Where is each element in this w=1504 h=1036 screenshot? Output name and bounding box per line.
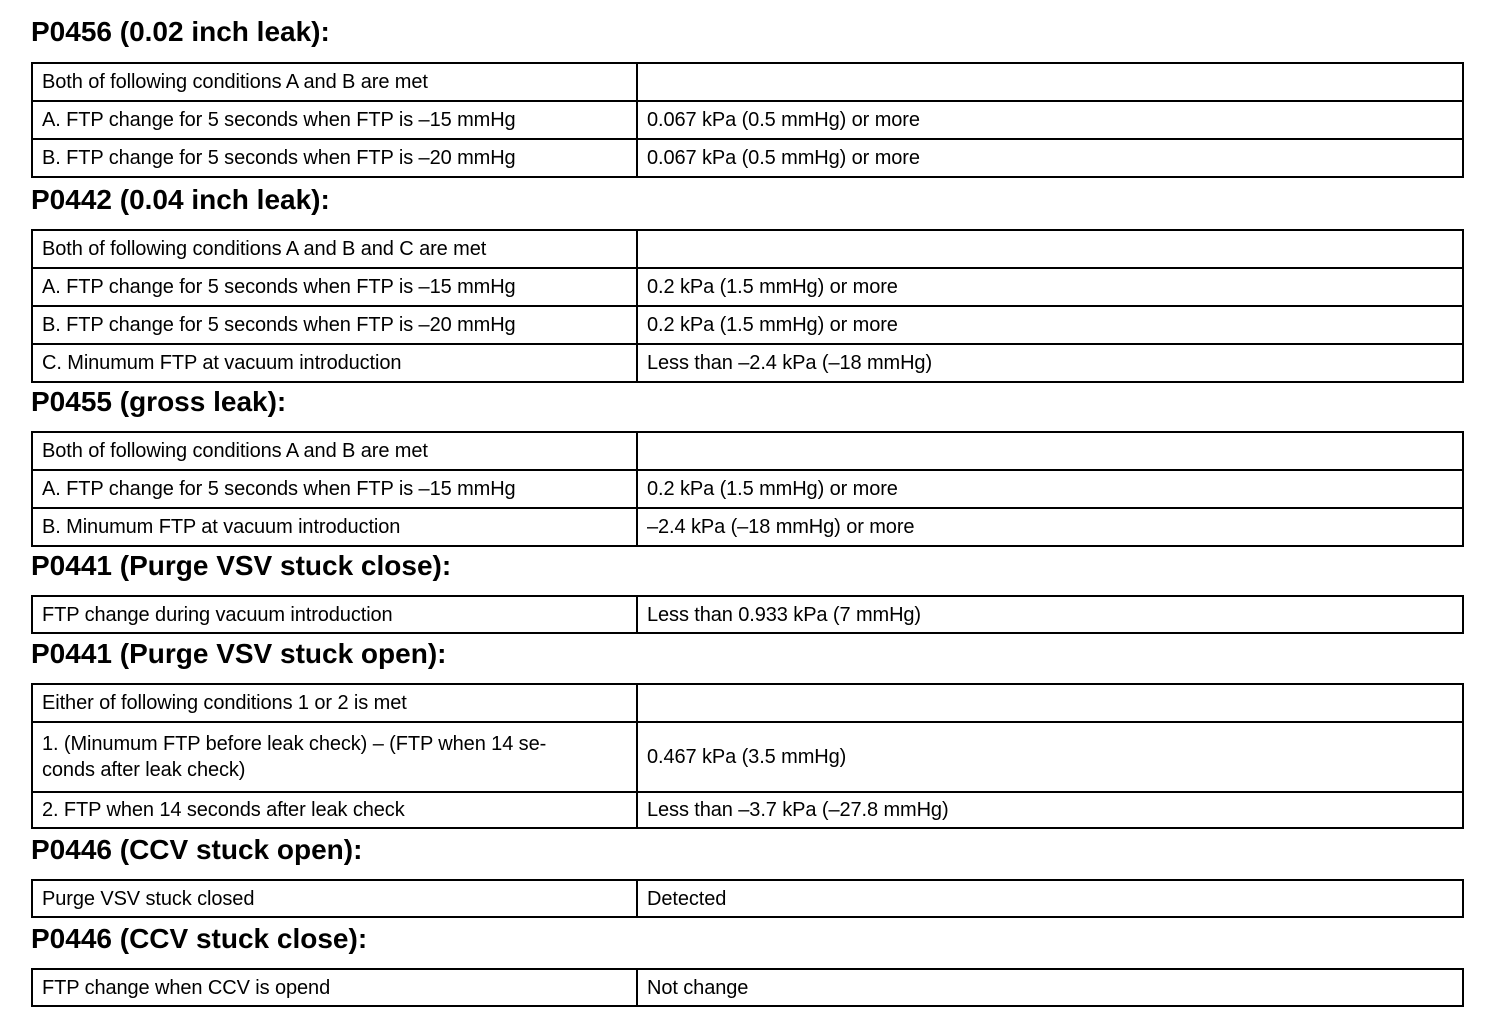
table-row [32, 880, 1463, 917]
conditions-table-p0446-open [31, 879, 1464, 918]
section-p0442 [31, 183, 330, 217]
condition-cell: Both of following conditions A and B are met [32, 63, 637, 101]
threshold-cell [637, 684, 1463, 722]
section-title: P0446 (CCV stuck open): [31, 834, 363, 865]
condition-cell: Purge VSV stuck closed [32, 880, 637, 917]
conditions-table-p0441-close [31, 595, 1464, 634]
threshold-cell: 0.2 kPa (1.5 mmHg) or more [637, 306, 1463, 344]
table-row [32, 344, 1463, 382]
section-p0446-close [31, 922, 367, 956]
section-p0446-open [31, 833, 362, 867]
section-p0456 [31, 15, 330, 49]
section-title: P0441 (Purge VSV stuck close): [31, 550, 452, 581]
threshold-cell: 0.2 kPa (1.5 mmHg) or more [637, 268, 1463, 306]
condition-cell: B. FTP change for 5 seconds when FTP is –20 mmHg [32, 306, 637, 344]
threshold-cell: Detected [637, 880, 1463, 917]
section-p0441-open [31, 637, 446, 671]
table-row [32, 230, 1463, 268]
condition-cell: Either of following conditions 1 or 2 is met [32, 684, 637, 722]
table-row [32, 792, 1463, 828]
table-row [32, 268, 1463, 306]
threshold-cell: 0.067 kPa (0.5 mmHg) or more [637, 101, 1463, 139]
table-row [32, 470, 1463, 508]
table-row [32, 306, 1463, 344]
conditions-table-p0442 [31, 229, 1464, 383]
threshold-cell: Less than –2.4 kPa (–18 mmHg) [637, 344, 1463, 382]
threshold-cell [637, 230, 1463, 268]
table-row [32, 63, 1463, 101]
conditions-table-p0441-open [31, 683, 1464, 829]
section-p0441-close [31, 549, 451, 583]
condition-cell: FTP change when CCV is opend [32, 969, 637, 1006]
section-title: P0441 (Purge VSV stuck open): [31, 638, 447, 669]
threshold-cell [637, 432, 1463, 470]
table-row [32, 722, 1463, 792]
threshold-cell [637, 63, 1463, 101]
threshold-cell: 0.2 kPa (1.5 mmHg) or more [637, 470, 1463, 508]
condition-cell: B. FTP change for 5 seconds when FTP is –20 mmHg [32, 139, 637, 177]
condition-cell: Both of following conditions A and B are met [32, 432, 637, 470]
threshold-cell: Less than –3.7 kPa (–27.8 mmHg) [637, 792, 1463, 828]
section-title: P0442 (0.04 inch leak): [31, 184, 330, 215]
conditions-table-p0455 [31, 431, 1464, 547]
condition-cell: C. Minumum FTP at vacuum introduction [32, 344, 637, 382]
table-row [32, 101, 1463, 139]
condition-cell: A. FTP change for 5 seconds when FTP is –15 mmHg [32, 101, 637, 139]
conditions-table-p0456 [31, 62, 1464, 178]
condition-cell: Both of following conditions A and B and C are met [32, 230, 637, 268]
condition-cell: B. Minumum FTP at vacuum introduction [32, 508, 637, 546]
condition-cell: A. FTP change for 5 seconds when FTP is –15 mmHg [32, 268, 637, 306]
table-row [32, 684, 1463, 722]
table-row [32, 432, 1463, 470]
condition-cell: FTP change during vacuum introduction [32, 596, 637, 633]
table-row [32, 508, 1463, 546]
threshold-cell: 0.067 kPa (0.5 mmHg) or more [637, 139, 1463, 177]
section-title: P0456 (0.02 inch leak): [31, 16, 330, 47]
condition-cell: 2. FTP when 14 seconds after leak check [32, 792, 637, 828]
table-row [32, 139, 1463, 177]
conditions-table-p0446-close [31, 968, 1464, 1007]
table-row [32, 596, 1463, 633]
threshold-cell: Less than 0.933 kPa (7 mmHg) [637, 596, 1463, 633]
section-p0455 [31, 385, 286, 419]
condition-cell: 1. (Minumum FTP before leak check) – (FTP when 14 se- conds after leak check) [32, 722, 637, 792]
table-row [32, 969, 1463, 1006]
section-title: P0455 (gross leak): [31, 386, 287, 417]
condition-cell: A. FTP change for 5 seconds when FTP is –15 mmHg [32, 470, 637, 508]
threshold-cell: Not change [637, 969, 1463, 1006]
threshold-cell: –2.4 kPa (–18 mmHg) or more [637, 508, 1463, 546]
threshold-cell: 0.467 kPa (3.5 mmHg) [637, 722, 1463, 792]
section-title: P0446 (CCV stuck close): [31, 923, 368, 954]
